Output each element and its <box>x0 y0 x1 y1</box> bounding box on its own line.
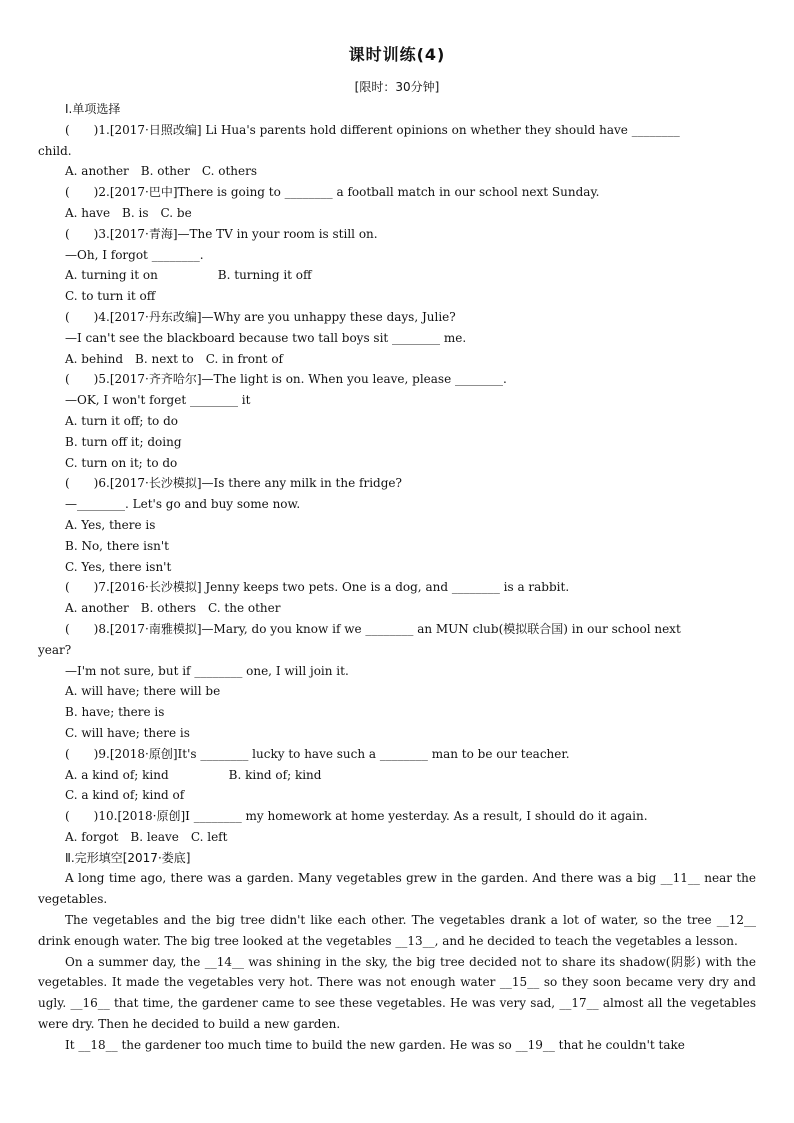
question-line: ( )8.[2017·南雅模拟]—Mary, do you know if we ________ an MUN club(模拟联合国) in our school next <box>65 621 681 636</box>
option-line: A. turn it off; to do <box>65 413 178 428</box>
cloze-paragraph: A long time ago, there was a garden. Many vegetables grew in the garden. And there was a big __11__ near the vegetables. <box>38 871 756 907</box>
question-line: ( )1.[2017·日照改编] Li Hua's parents hold different opinions on whether they should have ________ <box>65 122 680 137</box>
option-line: A. will have; there will be <box>65 684 221 699</box>
option-line: A. have B. is C. be <box>65 205 192 220</box>
option-line: C. a kind of; kind of <box>65 788 185 803</box>
page-title: 课时训练(4) <box>348 45 446 64</box>
question-line: —I'm not sure, but if ________ one, I will join it. <box>65 663 349 678</box>
section-heading-single-choice: Ⅰ.单项选择 <box>65 102 121 116</box>
question-line: ( )5.[2017·齐齐哈尔]—The light is on. When you leave, please ________. <box>65 372 507 387</box>
cloze-paragraph: The vegetables and the big tree didn't like each other. The vegetables drank a lot of water, so the tree __12__ drink enough water. The big tree looked at the vegetables __13__, and he decided to teach the vegetables a lesson. <box>38 913 756 948</box>
option-line: B. turn off it; doing <box>65 434 182 449</box>
option-line: C. will have; there is <box>65 725 190 740</box>
question-line: ( )9.[2018·原创]It's ________ lucky to have such a ________ man to be our teacher. <box>65 746 570 761</box>
option-line: C. Yes, there isn't <box>65 559 172 574</box>
question-line: ( )4.[2017·丹东改编]—Why are you unhappy these days, Julie? <box>65 309 456 324</box>
question-line: ( )3.[2017·青海]—The TV in your room is still on. <box>65 226 378 241</box>
time-limit: [限时：30分钟] <box>354 80 440 94</box>
question-line: ( )10.[2018·原创]I ________ my homework at home yesterday. As a result, I should do it again. <box>65 809 648 824</box>
question-line: ( )7.[2016·长沙模拟] Jenny keeps two pets. One is a dog, and ________ is a rabbit. <box>65 580 570 595</box>
cloze-paragraph: It __18__ the gardener too much time to build the new garden. He was so __19__ that he couldn't take <box>65 1037 685 1052</box>
option-line: C. to turn it off <box>65 289 156 304</box>
option-line: B. No, there isn't <box>65 538 169 553</box>
option-line: A. forgot B. leave C. left <box>65 829 228 844</box>
option-line: A. Yes, there is <box>65 517 156 532</box>
section-heading-cloze: Ⅱ.完形填空[2017·娄底] <box>65 850 191 865</box>
question-line: —Oh, I forgot ________. <box>65 247 204 262</box>
worksheet-content <box>38 99 756 1056</box>
question-line: —________. Let's go and buy some now. <box>65 497 301 512</box>
question-line: —I can't see the blackboard because two tall boys sit ________ me. <box>65 330 467 345</box>
option-line: A. another B. others C. the other <box>65 601 281 616</box>
option-line: A. behind B. next to C. in front of <box>65 351 283 366</box>
option-line: B. have; there is <box>65 705 165 720</box>
option-line: A. a kind of; kind B. kind of; kind <box>65 767 322 782</box>
question-line: year? <box>38 642 72 657</box>
question-line: child. <box>38 143 72 158</box>
option-line: A. turning it on B. turning it off <box>65 268 312 283</box>
question-line: ( )6.[2017·长沙模拟]—Is there any milk in the fridge? <box>65 476 402 491</box>
option-line: A. another B. other C. others <box>65 164 258 179</box>
cloze-paragraph: On a summer day, the __14__ was shining in the sky, the big tree decided not to share its shadow(阴影) with the vegetables. It made the vegetables very hot. There was not enough water __15__ so they soon became very dry and ugly. __16__ that time, the gardener came to see these vegetables. He was very sad, __17__ almost all the vegetables were dry. Then he decided to build a new garden. <box>38 954 756 1032</box>
question-line: —OK, I won't forget ________ it <box>65 393 251 408</box>
question-line: ( )2.[2017·巴中]There is going to ________ a football match in our school next Sunday. <box>65 185 600 200</box>
option-line: C. turn on it; to do <box>65 455 178 470</box>
